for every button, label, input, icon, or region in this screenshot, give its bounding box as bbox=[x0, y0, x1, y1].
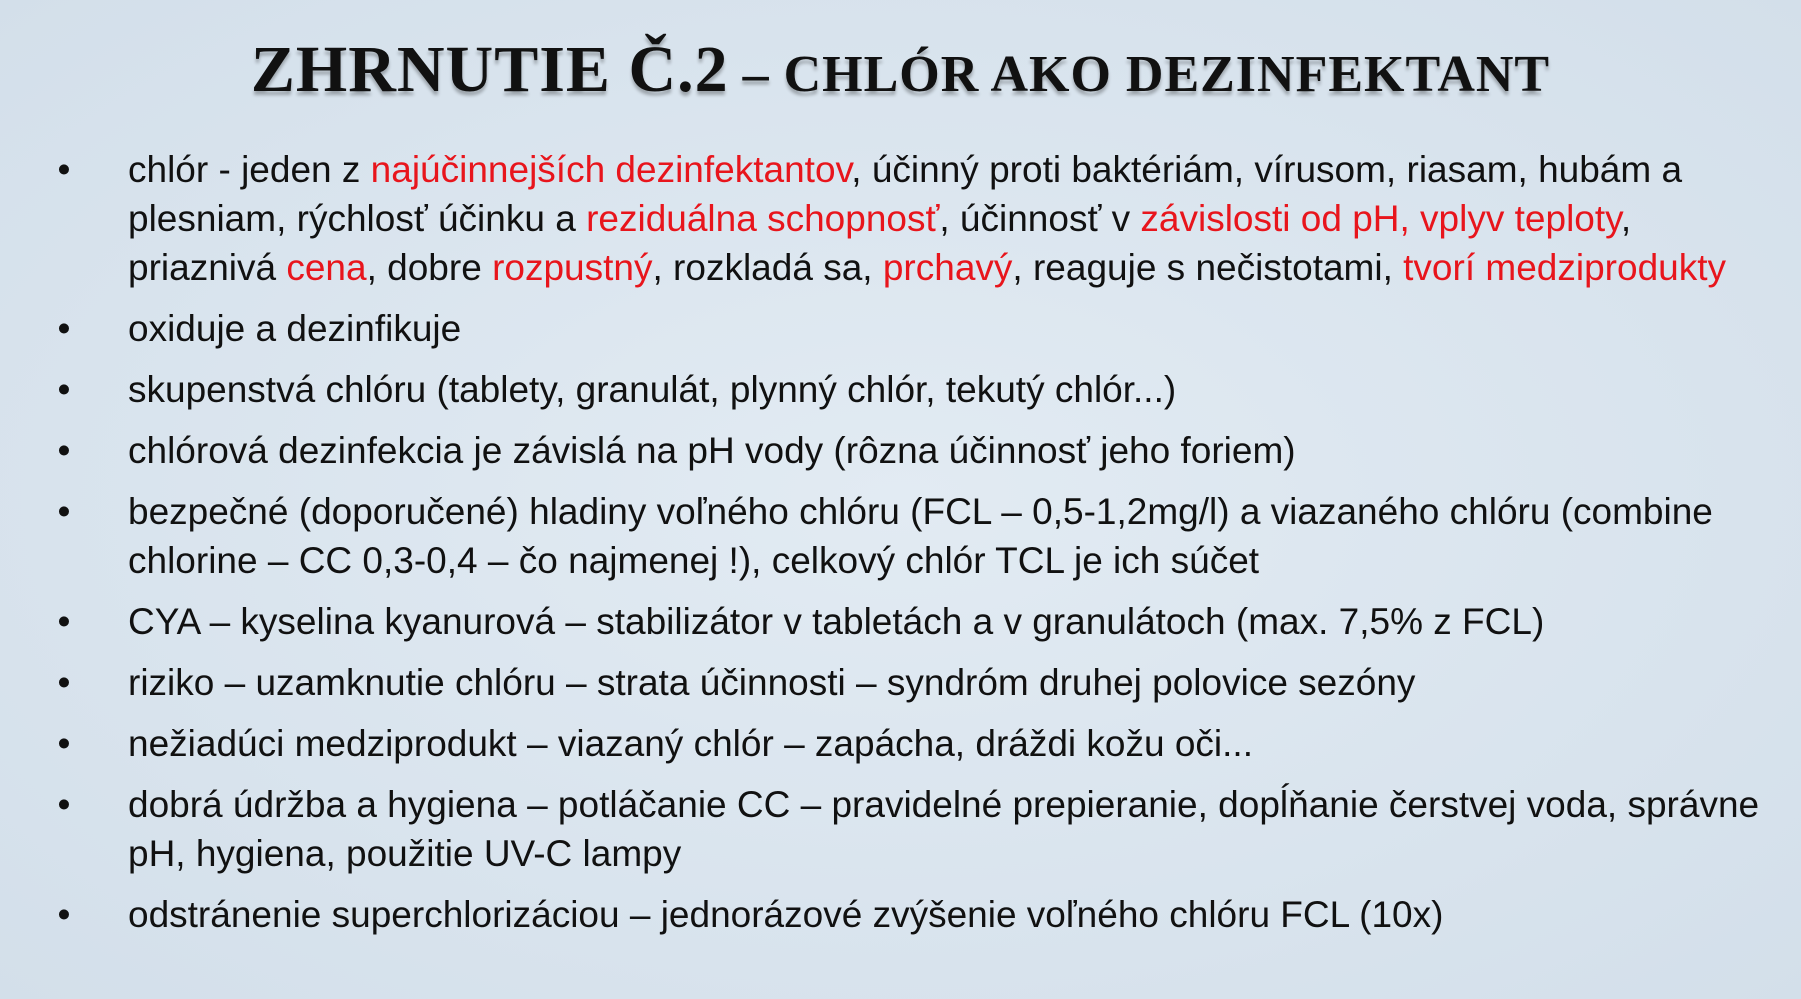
item-text: oxiduje a dezinfikuje bbox=[128, 308, 462, 349]
item-text: nežiadúci medziprodukt – viazaný chlór – zapácha, dráždi kožu oči... bbox=[128, 723, 1253, 764]
highlighted-text: najúčinnejších dezinfektantov bbox=[370, 149, 852, 190]
item-text: bezpečné (doporučené) hladiny voľného chlóru (FCL – 0,5-1,2mg/l) a viazaného chlóru (combine chlorine – CC 0,3-0,4 – čo najmenej !), celkový chlór TCL je ich súčet bbox=[128, 491, 1713, 581]
bullet-icon: • bbox=[57, 308, 71, 349]
highlighted-text: cena bbox=[286, 247, 367, 288]
bullet-list bbox=[52, 145, 1772, 951]
bullet-icon: • bbox=[57, 894, 71, 935]
bullet-icon: • bbox=[57, 369, 71, 410]
highlighted-text: tvorí medziprodukty bbox=[1403, 247, 1727, 288]
bullet-item bbox=[52, 487, 1772, 585]
bullet-item bbox=[52, 719, 1772, 768]
bullet-icon: • bbox=[57, 784, 71, 825]
bullet-icon: • bbox=[57, 662, 71, 703]
item-text: CYA – kyselina kyanurová – stabilizátor v tabletách a v granulátoch (max. 7,5% z FCL) bbox=[128, 601, 1545, 642]
item-text: , dobre bbox=[366, 247, 493, 288]
item-text: chlór - jeden z bbox=[128, 149, 371, 190]
bullet-item bbox=[52, 365, 1772, 414]
bullet-icon: • bbox=[57, 430, 71, 471]
bullet-icon: • bbox=[57, 723, 71, 764]
item-text: , priaznivá bbox=[128, 198, 1632, 288]
item-text: , účinný proti baktériám, vírusom, riasam, hubám a plesniam, rýchlosť účinku a bbox=[128, 149, 1683, 239]
item-text: odstránenie superchlorizáciou – jednorázové zvýšenie voľného chlóru FCL (10x) bbox=[128, 894, 1444, 935]
bullet-icon: • bbox=[57, 491, 71, 532]
highlighted-text: reziduálna schopnosť bbox=[586, 198, 940, 239]
item-text: chlórová dezinfekcia je závislá na pH vody (rôzna účinnosť jeho foriem) bbox=[128, 430, 1296, 471]
item-text: , účinnosť v bbox=[939, 198, 1141, 239]
item-text: skupenstvá chlóru (tablety, granulát, plynný chlór, tekutý chlór...) bbox=[128, 369, 1177, 410]
highlighted-text: prchavý bbox=[882, 247, 1013, 288]
title-main: ZHRNUTIE Č.2 bbox=[250, 33, 729, 106]
item-text: dobrá údržba a hygiena – potláčanie CC – pravidelné prepieranie, dopĺňanie čerstvej voda, správne pH, hygiena, použitie UV-C lampy bbox=[128, 784, 1760, 874]
item-text: riziko – uzamknutie chlóru – strata účinnosti – syndróm druhej polovice sezóny bbox=[128, 662, 1416, 703]
bullet-item bbox=[52, 145, 1772, 292]
bullet-item bbox=[52, 780, 1772, 878]
title-separator: – bbox=[728, 46, 784, 103]
highlighted-text: závislosti od pH, vplyv teploty bbox=[1140, 198, 1621, 239]
bullet-item bbox=[52, 658, 1772, 707]
item-text: , reaguje s nečistotami, bbox=[1012, 247, 1404, 288]
bullet-icon: • bbox=[57, 149, 71, 190]
bullet-item bbox=[52, 597, 1772, 646]
slide-title bbox=[0, 32, 1801, 108]
item-text: , rozkladá sa, bbox=[652, 247, 883, 288]
title-subtitle: CHLÓR AKO DEZINFEKTANT bbox=[783, 46, 1551, 103]
bullet-item bbox=[52, 304, 1772, 353]
bullet-item bbox=[52, 890, 1772, 939]
bullet-icon: • bbox=[57, 601, 71, 642]
bullet-item bbox=[52, 426, 1772, 475]
highlighted-text: rozpustný bbox=[492, 247, 653, 288]
